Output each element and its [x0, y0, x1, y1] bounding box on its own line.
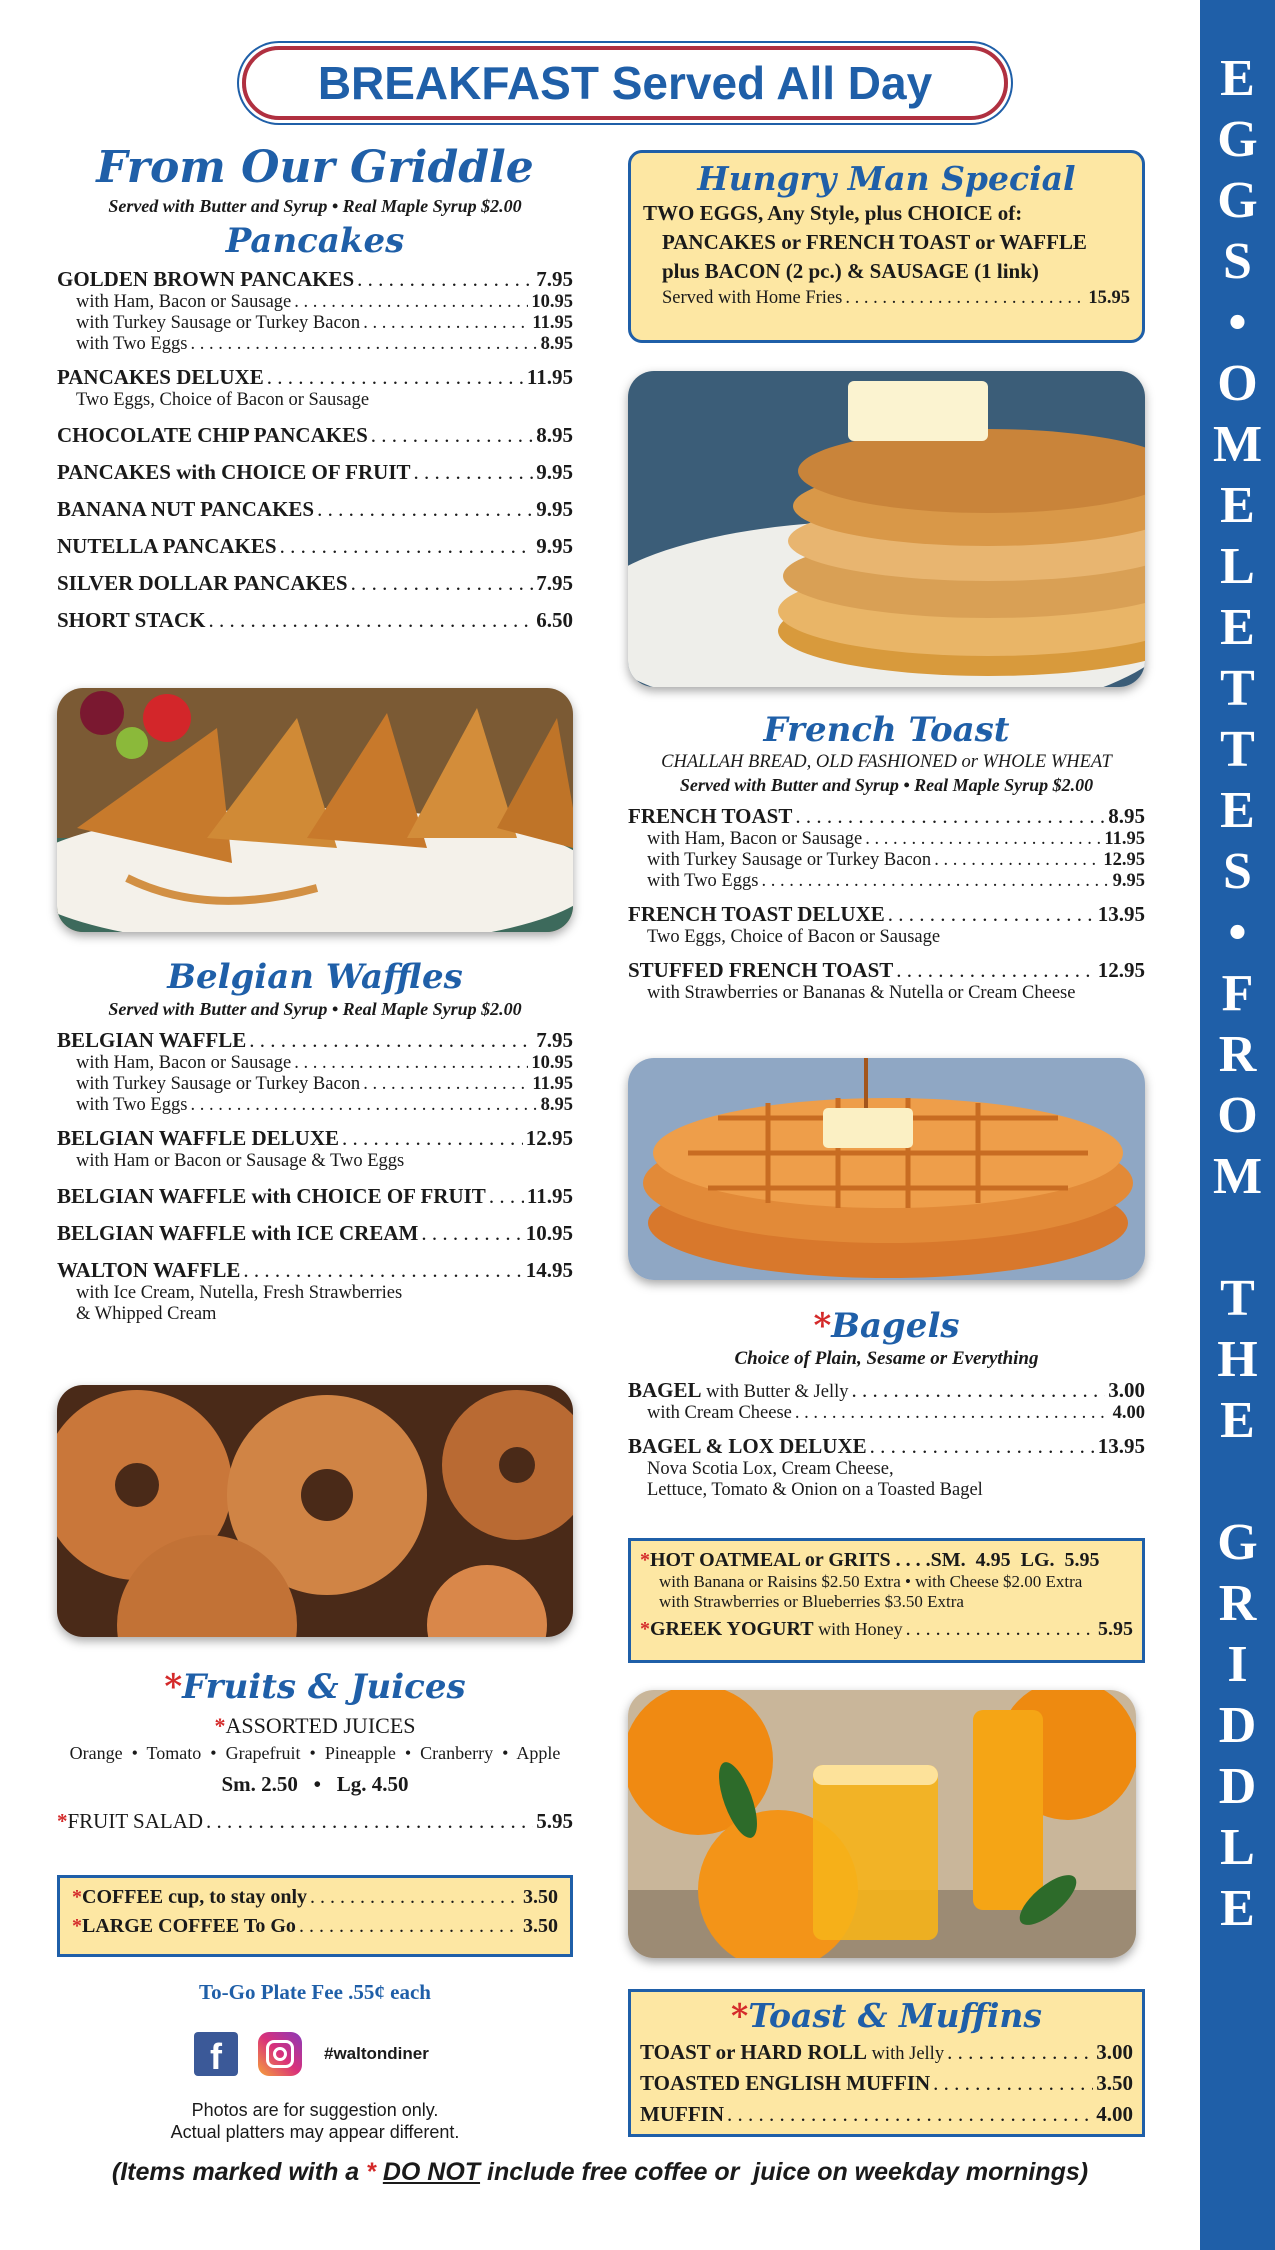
photo-disclaimer: Photos are for suggestion only. Actual platters may appear different. [170, 2100, 460, 2142]
side-banner-letter: H [1217, 1331, 1258, 1388]
toast-muffins-title: *Toast & Muffins [731, 1996, 1042, 2035]
bagels-photo [57, 1385, 573, 1637]
side-banner-letter: L [1220, 538, 1255, 595]
menu-item-belgian-waffle: BELGIAN WAFFLE . . . 7.95 [57, 1028, 573, 1053]
french-toast-breads: CHALLAH BREAD, OLD FASHIONED or WHOLE WHEAT [661, 752, 1112, 772]
side-banner-letter: L [1220, 1819, 1255, 1876]
menu-item-muffin: MUFFIN . . . 4.00 [640, 2102, 1133, 2127]
side-banner-letter: F [1221, 965, 1254, 1022]
waffles-note: Served with Butter and Syrup • Real Maple Syrup $2.00 [108, 999, 522, 1019]
menu-item: NUTELLA PANCAKES . . . 9.95 [57, 534, 573, 559]
menu-item-coffee: *COFFEE cup, to stay only . . . 3.50 [72, 1886, 558, 1909]
item-price: 7.95 [536, 267, 573, 291]
item-note: Two Eggs, Choice of Bacon or Sausage [76, 390, 370, 410]
page-title: BREAKFAST Served All Day [317, 57, 933, 109]
menu-item-english-muffin: TOASTED ENGLISH MUFFIN . . . 3.50 [640, 2071, 1133, 2096]
menu-subitem: with Two Eggs . . . 8.95 [57, 334, 573, 355]
side-banner-letter: O [1217, 1087, 1258, 1144]
menu-item-toast: TOAST or HARD ROLL with Jelly . . . 3.00 [640, 2040, 1133, 2065]
menu-item: PANCAKES with CHOICE OF FRUIT . . . 9.95 [57, 460, 573, 485]
hungry-man-title: Hungry Man Special [697, 159, 1076, 198]
menu-item-walton-waffle: WALTON WAFFLE . . . 14.95 [57, 1258, 573, 1283]
juice-list: Orange • Tomato • Grapefruit • Pineapple • Cranberry • Apple [69, 1743, 561, 1763]
facebook-icon[interactable]: f [194, 2032, 238, 2076]
side-banner-letter: E [1220, 1392, 1255, 1449]
menu-item-large-coffee: *LARGE COFFEE To Go . . . 3.50 [72, 1915, 558, 1938]
side-banner-letter: E [1220, 599, 1255, 656]
juice-sizes: Sm. 2.50 • Lg. 4.50 [221, 1772, 409, 1796]
bagels-note: Choice of Plain, Sesame or Everything [734, 1348, 1039, 1369]
side-banner-letter: G [1217, 111, 1258, 168]
side-banner-letter: T [1220, 1270, 1255, 1327]
hungry-served: Served with Home Fries . . . 15.95 [643, 288, 1130, 309]
side-banner-letter: G [1217, 1514, 1258, 1571]
menu-item-greek-yogurt: *GREEK YOGURT with Honey . . . 5.95 [640, 1618, 1133, 1641]
fruits-title: *Fruits & Juices [164, 1667, 466, 1707]
menu-item: BELGIAN WAFFLE with ICE CREAM . . . 10.95 [57, 1221, 573, 1246]
toast-muffins-box [628, 1989, 1145, 2137]
bagels-section [628, 1304, 1145, 1501]
togo-fee: To-Go Plate Fee .55¢ each [199, 1980, 431, 2004]
bagels-illustration [57, 1385, 573, 1637]
side-banner-letter: T [1220, 721, 1255, 778]
menu-item-golden-pancakes [57, 267, 573, 292]
side-banner-letter: • [1228, 904, 1247, 961]
menu-item: BANANA NUT PANCAKES . . . 9.95 [57, 497, 573, 522]
coffee-box [57, 1875, 573, 1957]
pancakes-illustration [628, 371, 1145, 687]
item-note: Two Eggs, Choice of Bacon or Sausage [647, 927, 941, 947]
oatmeal-line-1: *HOT OATMEAL or GRITS . . . .SM. 4.95 LG. 5.95 [640, 1549, 1100, 1571]
side-banner-text [1200, 48, 1275, 1939]
griddle-title: From Our Griddle [96, 142, 534, 193]
french-toast-section [628, 708, 1145, 1004]
menu-subitem: with Ham, Bacon or Sausage . . . 10.95 [57, 292, 573, 313]
hashtag: #waltondiner [324, 2044, 429, 2063]
side-banner-letter: S [1223, 843, 1252, 900]
menu-item: BELGIAN WAFFLE with CHOICE OF FRUIT . . . 11.95 [57, 1184, 573, 1209]
side-banner-letter: E [1220, 782, 1255, 839]
menu-subitem: with Cream Cheese . . . 4.00 [628, 1403, 1145, 1424]
side-banner-letter: G [1217, 172, 1258, 229]
menu-subitem: with Turkey Sausage or Turkey Bacon . . . 12.95 [628, 850, 1145, 871]
oatmeal-line-2: with Banana or Raisins $2.50 Extra • with Cheese $2.00 Extra [659, 1572, 1083, 1591]
side-banner-letter: D [1218, 1697, 1257, 1754]
pancakes-photo [628, 371, 1145, 687]
french-toast-photo [57, 688, 573, 932]
menu-subitem: with Turkey Sausage or Turkey Bacon . . . 11.95 [57, 313, 573, 334]
side-banner-letter: M [1212, 1148, 1263, 1205]
item-name: GOLDEN BROWN PANCAKES [57, 267, 355, 291]
item-note: with Strawberries or Bananas & Nutella or Cream Cheese [647, 983, 1076, 1003]
griddle-note [57, 196, 573, 217]
menu-item-french-toast: FRENCH TOAST . . . 8.95 [628, 804, 1145, 829]
hungry-line-1: TWO EGGS, Any Style, plus CHOICE of: [643, 201, 1023, 225]
menu-item-bagel-lox: BAGEL & LOX DELUXE . . . 13.95 [628, 1434, 1145, 1459]
waffles-title: Belgian Waffles [167, 957, 463, 997]
side-banner [1200, 0, 1275, 2250]
item-note: & Whipped Cream [76, 1304, 217, 1324]
menu-item-french-deluxe: FRENCH TOAST DELUXE . . . 13.95 [628, 902, 1145, 927]
item-note: with Ice Cream, Nutella, Fresh Strawberries [76, 1283, 403, 1303]
item-note: Lettuce, Tomato & Onion on a Toasted Bagel [647, 1480, 983, 1500]
instagram-icon[interactable] [258, 2032, 302, 2076]
item-note: Nova Scotia Lox, Cream Cheese, [647, 1459, 894, 1479]
orange-juice-photo [628, 1690, 1136, 1958]
hungry-line-3: plus BACON (2 pc.) & SAUSAGE (1 link) [662, 259, 1039, 283]
griddle-section [57, 142, 573, 633]
menu-subitem: with Ham, Bacon or Sausage . . . 11.95 [628, 829, 1145, 850]
side-banner-letter: R [1218, 1026, 1257, 1083]
side-banner-letter: R [1218, 1575, 1257, 1632]
waffle-illustration [628, 1058, 1145, 1280]
waffle-photo [628, 1058, 1145, 1280]
juices-title: *ASSORTED JUICES [214, 1713, 416, 1738]
side-banner-letter: M [1212, 416, 1263, 473]
hungry-line-2: PANCAKES or FRENCH TOAST or WAFFLE [662, 230, 1087, 254]
oatmeal-line-3: with Strawberries or Blueberries $3.50 Extra [659, 1592, 964, 1611]
menu-item: CHOCOLATE CHIP PANCAKES . . . 8.95 [57, 423, 573, 448]
menu-item: SILVER DOLLAR PANCAKES . . . 7.95 [57, 571, 573, 596]
side-banner-letter: T [1220, 660, 1255, 717]
side-banner-letter: E [1220, 477, 1255, 534]
hungry-man-box [628, 150, 1145, 343]
side-banner-letter: S [1223, 233, 1252, 290]
menu-subitem: with Turkey Sausage or Turkey Bacon . . . 11.95 [57, 1074, 573, 1095]
menu-item-pancakes-deluxe: PANCAKES DELUXE . . . 11.95 [57, 365, 573, 390]
french-toast-illustration [57, 688, 573, 932]
waffles-section [57, 955, 573, 1325]
menu-item: SHORT STACK . . . 6.50 [57, 608, 573, 633]
side-banner-letter: I [1227, 1636, 1248, 1693]
pancakes-title: Pancakes [225, 221, 405, 261]
footer-note: (Items marked with a * DO NOT include free coffee or juice on weekday mornings) [111, 2158, 1089, 2186]
side-banner-letter: • [1228, 294, 1247, 351]
menu-subitem: with Two Eggs . . . 9.95 [628, 871, 1145, 892]
menu-item-stuffed-french: STUFFED FRENCH TOAST . . . 12.95 [628, 958, 1145, 983]
menu-item-fruit-salad: *FRUIT SALAD . . . 5.95 [57, 1809, 573, 1834]
item-note: with Ham or Bacon or Sausage & Two Eggs [76, 1151, 405, 1171]
side-banner-letter: E [1220, 50, 1255, 107]
french-toast-note: Served with Butter and Syrup • Real Maple Syrup $2.00 [679, 775, 1094, 795]
orange-juice-illustration [628, 1690, 1136, 1958]
side-banner-letter: O [1217, 355, 1258, 412]
bagels-title: *Bagels [813, 1306, 960, 1346]
french-toast-title: French Toast [763, 710, 1010, 750]
side-banner-letter: D [1218, 1758, 1257, 1815]
oatmeal-box [628, 1538, 1145, 1663]
griddle-note-b: Real Maple Syrup $2.00 [342, 196, 522, 216]
menu-item-waffle-deluxe: BELGIAN WAFFLE DELUXE . . . 12.95 [57, 1126, 573, 1151]
menu-subitem: with Ham, Bacon or Sausage . . . 10.95 [57, 1053, 573, 1074]
side-banner-letter: E [1220, 1880, 1255, 1937]
menu-item-bagel: BAGEL with Butter & Jelly . . . 3.00 [628, 1378, 1145, 1403]
fruits-section [57, 1665, 573, 1834]
menu-subitem: with Two Eggs . . . 8.95 [57, 1095, 573, 1116]
page-title-banner [242, 46, 1008, 120]
griddle-note-a: Served with Butter and Syrup • [108, 196, 339, 216]
